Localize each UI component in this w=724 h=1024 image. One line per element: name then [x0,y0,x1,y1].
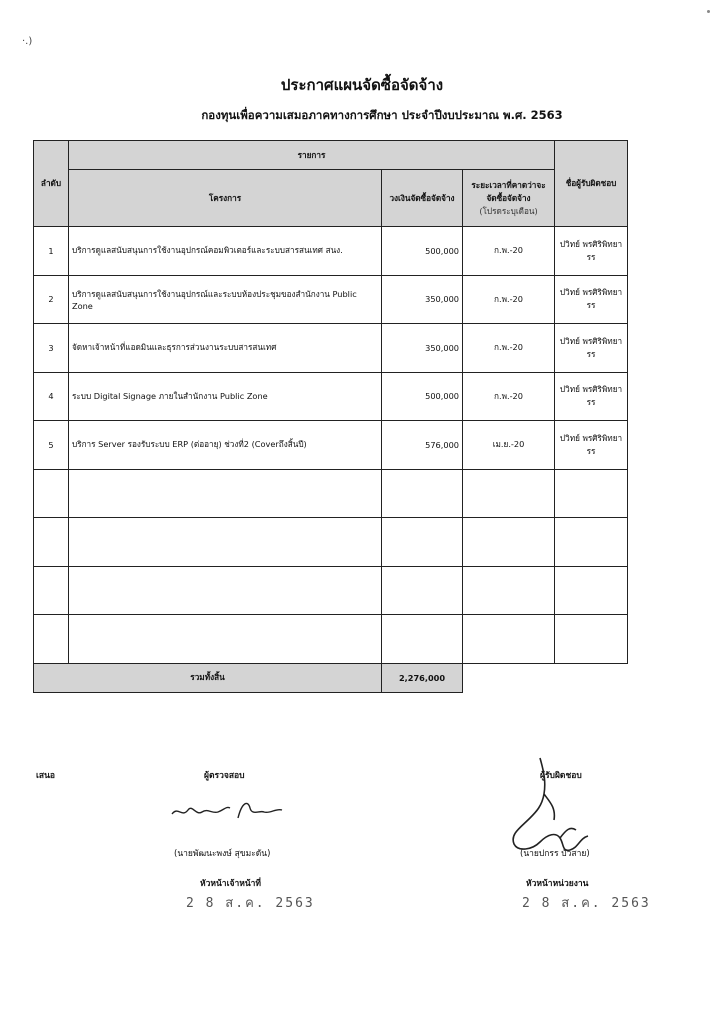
row-budget: 500,000 [382,372,463,421]
row-owner: ปวิทย์ พรศิริพิทยารร [555,275,628,324]
table-row [34,324,628,373]
table-header-row [34,141,628,170]
row-no: 2 [34,275,69,324]
empty-row [34,518,628,567]
table-row [34,275,628,324]
row-budget: 576,000 [382,421,463,470]
reviewer-label: ผู้ตรวจสอบ [204,771,245,781]
scan-dot [707,10,710,13]
header-period-note: (โปรดระบุเดือน) [479,205,538,216]
table-row [34,227,628,276]
row-budget: 500,000 [382,227,463,276]
row-owner: ปวิทย์ พรศิริพิทยารร [555,421,628,470]
empty-row [34,566,628,615]
row-period: ก.พ.-20 [463,227,555,276]
row-project: บริการ Server รองรับระบบ ERP (ต่ออายุ) ช่วงที่2 (Coverถึงสิ้นปี) [69,421,382,470]
header-period-line1: ระยะเวลาที่คาดว่าจะ [471,179,546,190]
total-label: รวมทั้งสิ้น [34,663,382,692]
header-project: โครงการ [69,170,382,227]
propose-label: เสนอ [36,771,56,781]
row-project: บริการดูแลสนับสนุนการใช้งานอุปกรณ์และระบบห้องประชุมของสำนักงาน Public Zone [69,275,382,324]
row-owner: ปวิทย์ พรศิริพิทยารร [555,227,628,276]
total-row [34,663,628,692]
row-owner: ปวิทย์ พรศิริพิทยารร [555,324,628,373]
page-title: ประกาศแผนจัดซื้อจัดจ้าง [280,76,444,94]
responsible-label: ผู้รับผิดชอบ [540,771,582,781]
table-row [34,421,628,470]
row-no: 1 [34,227,69,276]
total-value: 2,276,000 [382,663,463,692]
empty-row [34,469,628,518]
header-seq: ลำดับ [34,141,69,227]
row-project: ระบบ Digital Signage ภายในสำนักงาน Public Zone [69,372,382,421]
reviewer-name: (นายพัฒนะพงษ์ สุขมะดัน) [174,849,271,859]
row-no: 5 [34,421,69,470]
row-budget: 350,000 [382,275,463,324]
row-owner: ปวิทย์ พรศิริพิทยารร [555,372,628,421]
procurement-table [33,140,628,693]
reviewer-position: หัวหน้าเจ้าหน้าที่ [200,879,262,889]
header-period-line2: จัดซื้อจัดจ้าง [486,192,531,203]
responsible-date-stamp: 2 8 ส.ค. 2563 [522,896,651,911]
header-period [463,170,555,227]
reviewer-signature [168,792,288,828]
row-project: บริการดูแลสนับสนุนการใช้งานอุปกรณ์คอมพิวเตอร์และระบบสารสนเทศ สนง. [69,227,382,276]
row-period: ก.พ.-20 [463,275,555,324]
table-subheader-row [34,170,628,227]
row-project: จัดหาเจ้าหน้าที่แอดมินและธุรการส่วนงานระบบสารสนเทศ [69,324,382,373]
empty-row [34,615,628,664]
page-subtitle: กองทุนเพื่อความเสมอภาคทางการศึกษา ประจำปีงบประมาณ พ.ศ. 2563 [201,108,563,122]
row-no: 3 [34,324,69,373]
row-no: 4 [34,372,69,421]
row-budget: 350,000 [382,324,463,373]
row-period: ก.พ.-20 [463,324,555,373]
header-budget: วงเงินจัดซื้อจัดจ้าง [382,170,463,227]
table-row [34,372,628,421]
header-owner: ชื่อผู้รับผิดชอบ [555,141,628,227]
reviewer-date-stamp: 2 8 ส.ค. 2563 [186,896,315,911]
responsible-name: (นายปกรร บัวสาย) [520,849,590,859]
row-period: เม.ย.-20 [463,421,555,470]
scan-artifact: ·.) [22,36,33,47]
header-items: รายการ [69,141,555,170]
responsible-position: หัวหน้าหน่วยงาน [526,879,589,889]
row-period: ก.พ.-20 [463,372,555,421]
